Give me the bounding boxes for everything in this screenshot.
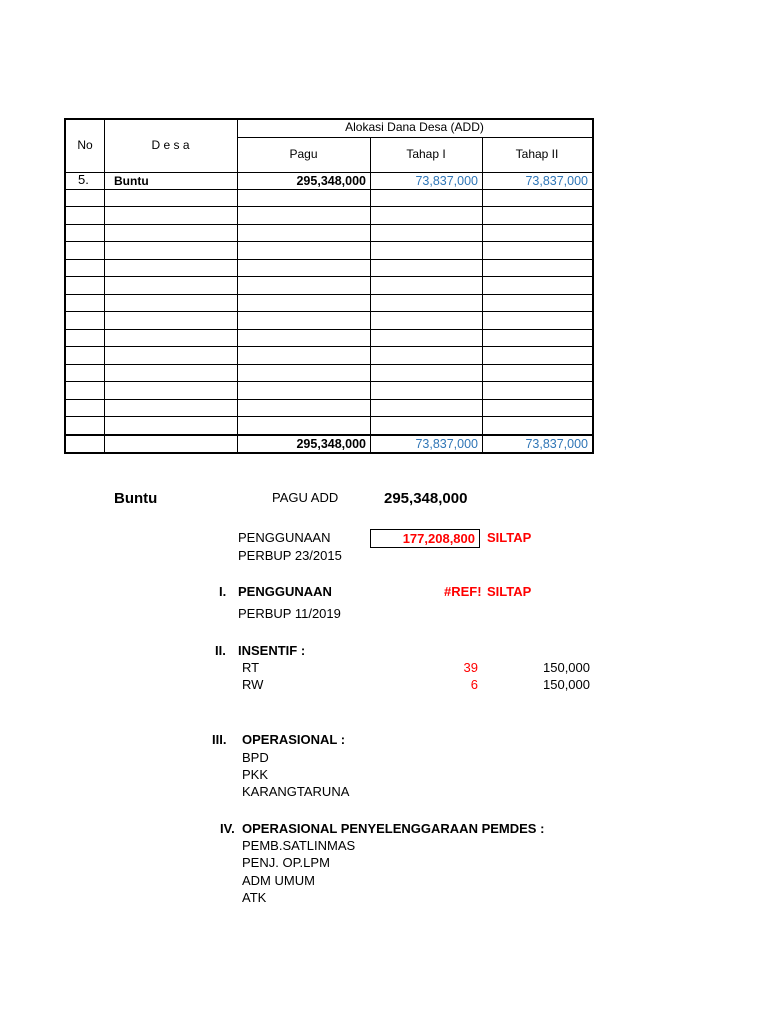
section-iv-number: IV. <box>220 821 235 836</box>
insentif-rw-label: RW <box>242 677 264 692</box>
row-divider <box>66 381 592 382</box>
siltap-label: SILTAP <box>487 530 532 545</box>
list-item: ADM UMUM <box>242 873 315 888</box>
section-i-number: I. <box>219 584 227 599</box>
section-iii-number: III. <box>212 732 227 747</box>
insentif-rt-count: 39 <box>463 660 478 675</box>
section-i-siltap: SILTAP <box>487 584 532 599</box>
row-no: 5. <box>78 172 89 187</box>
row-divider <box>66 241 592 242</box>
header-no: No <box>77 138 93 152</box>
row-divider <box>237 137 592 138</box>
col-divider <box>104 120 105 452</box>
row-divider <box>66 276 592 277</box>
row-divider <box>66 346 592 347</box>
section-iii-label: OPERASIONAL : <box>242 732 346 747</box>
add-allocation-table <box>64 118 594 454</box>
list-item: BPD <box>242 750 269 765</box>
row-divider <box>66 311 592 312</box>
perbup-2019: PERBUP 11/2019 <box>238 606 341 621</box>
header-pagu: Pagu <box>289 147 318 161</box>
list-item: PKK <box>242 767 269 782</box>
list-item: KARANGTARUNA <box>242 784 350 799</box>
section-i-label: PENGGUNAAN <box>238 584 332 599</box>
list-item: ATK <box>242 890 267 905</box>
row-divider <box>66 224 592 225</box>
header-desa: D e s a <box>151 138 190 152</box>
total-pagu: 295,348,000 <box>296 437 366 451</box>
col-divider <box>237 120 238 452</box>
section-iv-label: OPERASIONAL PENYELENGGARAAN PEMDES : <box>242 821 545 836</box>
insentif-rw-count: 6 <box>470 677 478 692</box>
row-desa: Buntu <box>114 174 149 188</box>
perbup-2015: PERBUP 23/2015 <box>238 548 342 563</box>
row-tahap-2: 73,837,000 <box>525 174 588 188</box>
header-alokasi-dana-desa: Alokasi Dana Desa (ADD) <box>345 120 484 134</box>
insentif-rt-label: RT <box>242 660 260 675</box>
header-tahap-2: Tahap II <box>515 147 559 161</box>
list-item: PEMB.SATLINMAS <box>242 838 356 853</box>
insentif-rt-amount: 150,000 <box>543 660 590 675</box>
row-divider <box>66 294 592 295</box>
ref-error: #REF! <box>444 584 482 599</box>
row-divider <box>66 329 592 330</box>
summary-desa-name: Buntu <box>114 490 158 507</box>
header-tahap-1: Tahap I <box>406 147 446 161</box>
row-divider <box>66 399 592 400</box>
row-pagu: 295,348,000 <box>296 174 366 188</box>
row-tahap-1: 73,837,000 <box>415 174 478 188</box>
row-divider <box>66 189 592 190</box>
row-divider <box>66 416 592 417</box>
section-ii-number: II. <box>215 643 226 658</box>
row-divider <box>66 364 592 365</box>
section-ii-label: INSENTIF : <box>238 643 306 658</box>
total-tahap-2: 73,837,000 <box>525 437 588 451</box>
row-divider <box>66 206 592 207</box>
insentif-rw-amount: 150,000 <box>543 677 590 692</box>
pagu-add-value: 295,348,000 <box>384 490 468 507</box>
total-tahap-1: 73,837,000 <box>415 437 478 451</box>
penggunaan-value: 177,208,800 <box>370 529 480 548</box>
penggunaan-label: PENGGUNAAN <box>238 530 331 545</box>
row-divider <box>66 259 592 260</box>
list-item: PENJ. OP.LPM <box>242 855 330 870</box>
pagu-add-label: PAGU ADD <box>272 490 339 505</box>
